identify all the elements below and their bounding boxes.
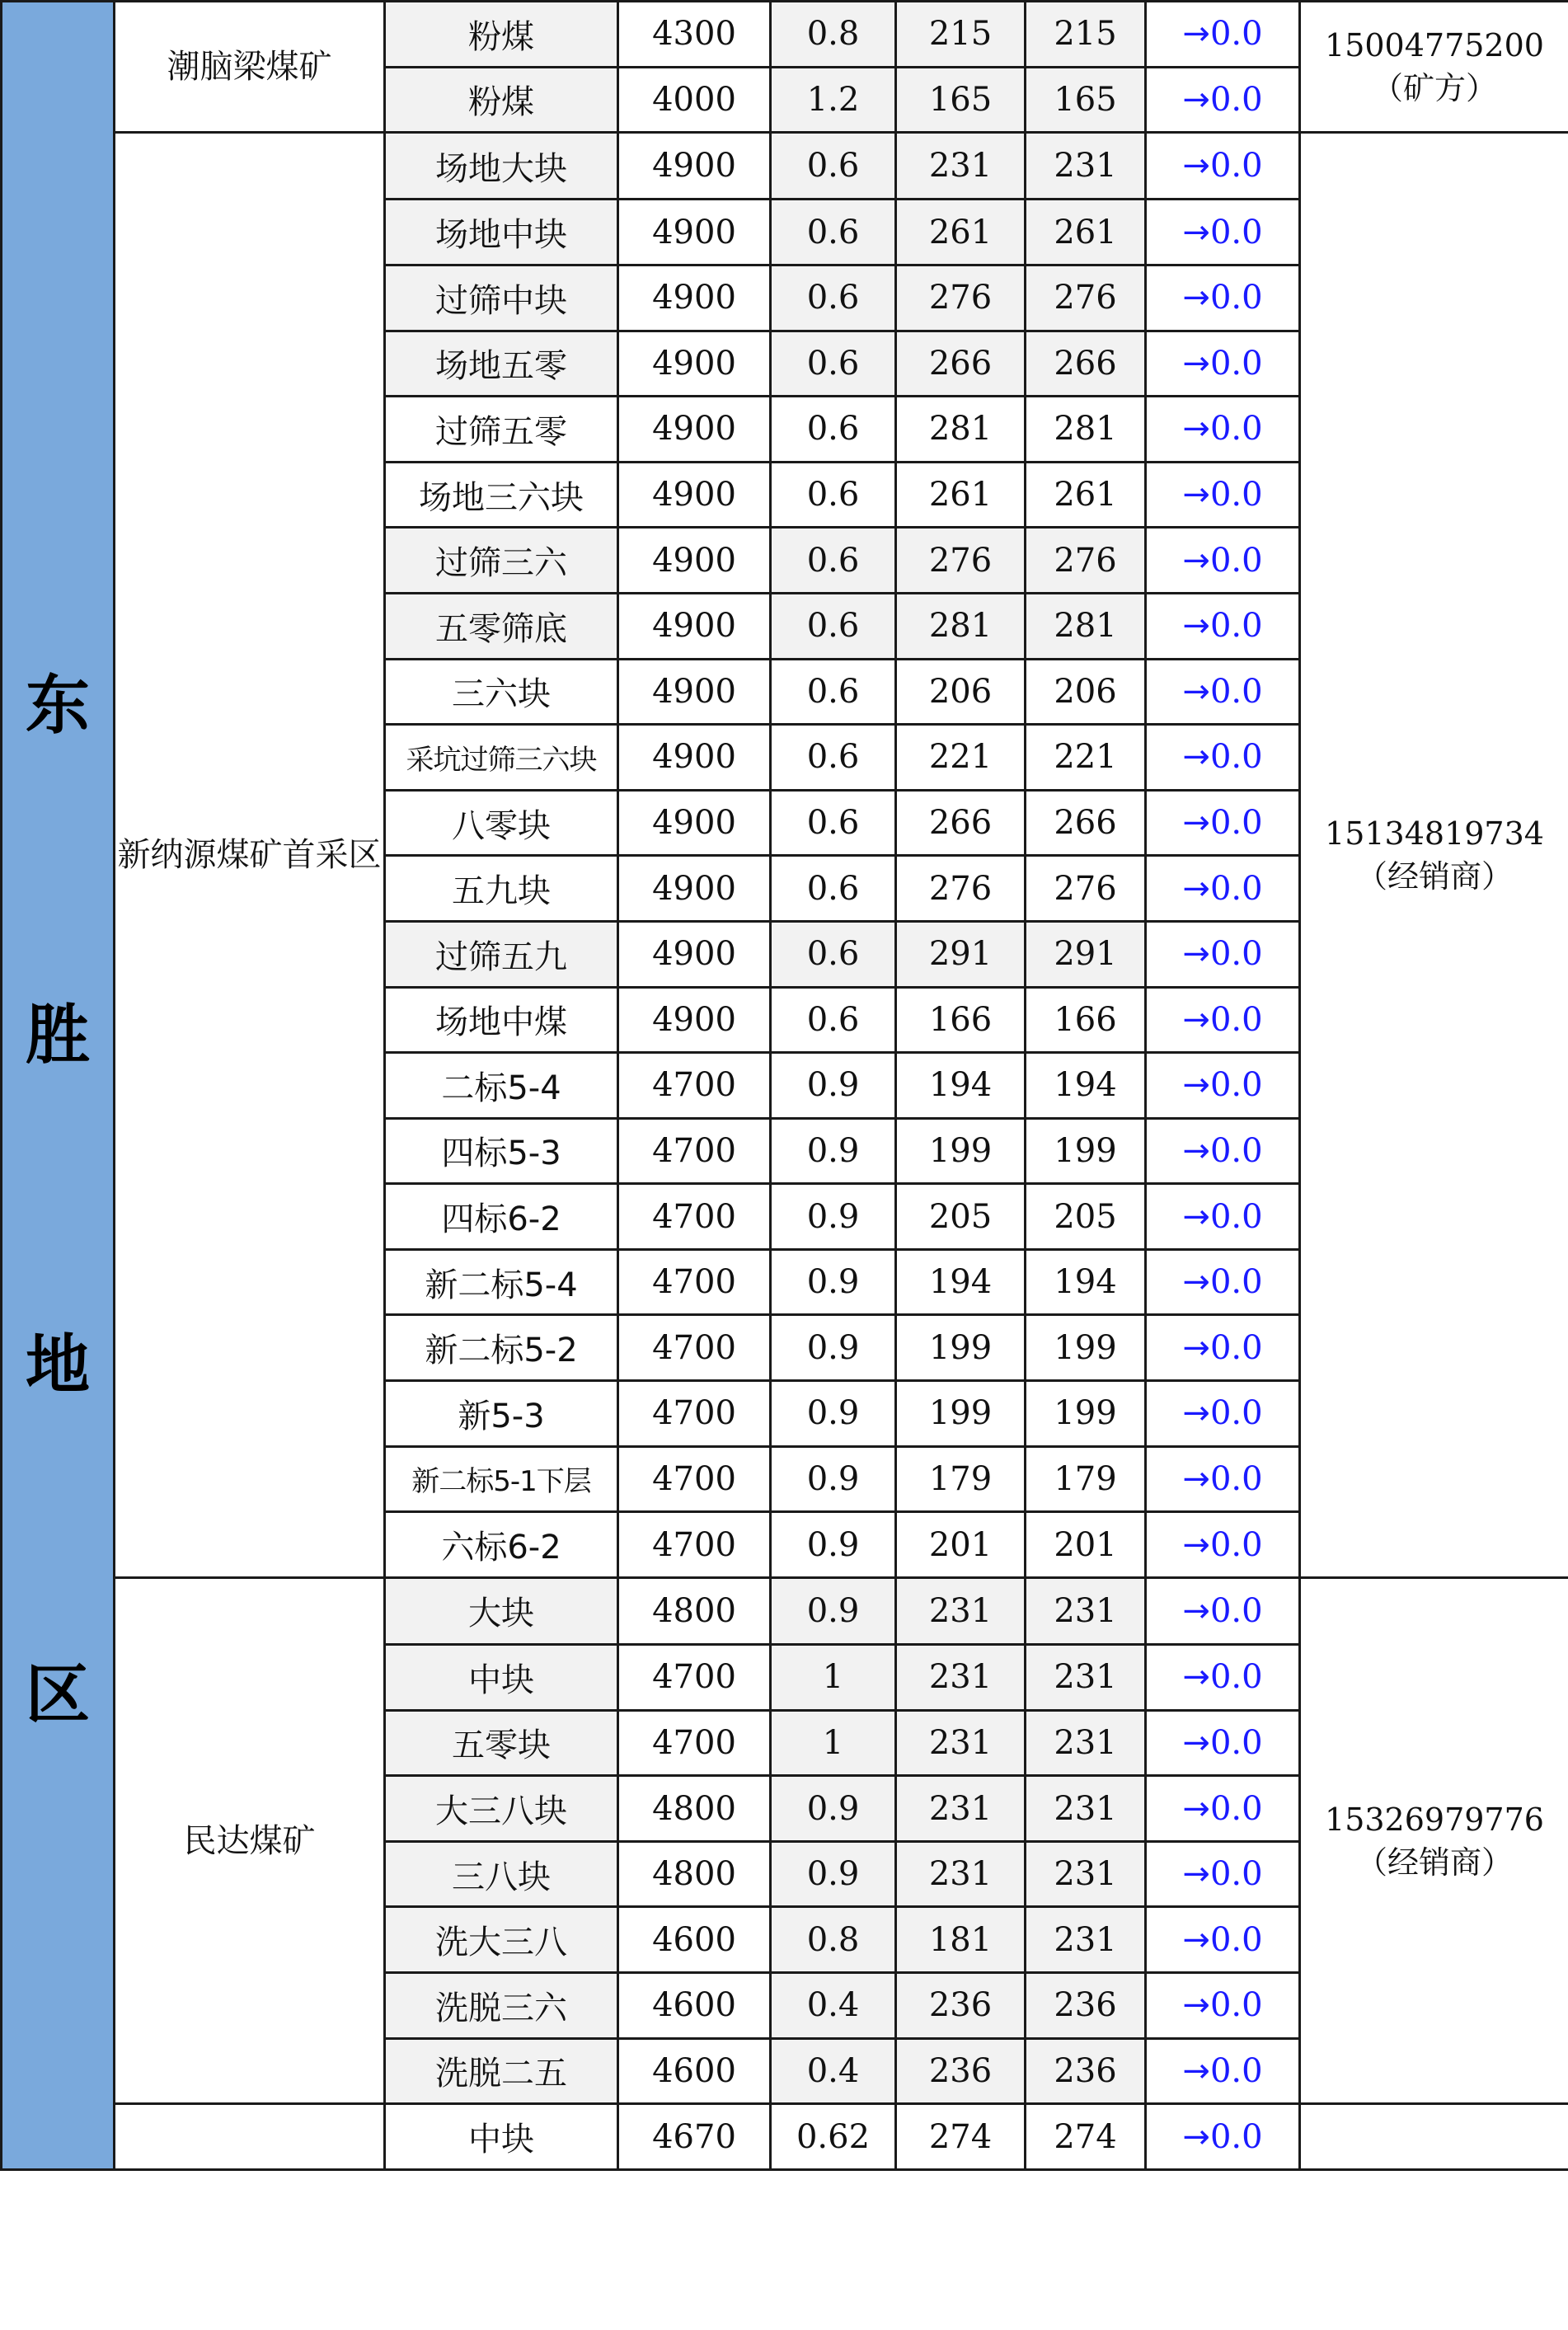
product-name: 过筛三六 [385, 528, 618, 594]
price-current: 266 [1026, 790, 1146, 856]
price-current: 221 [1026, 725, 1146, 791]
price-change-value: 0.0 [1209, 410, 1263, 449]
sulfur-value: 0.9 [771, 1118, 896, 1184]
sulfur-value: 0.9 [771, 1841, 896, 1907]
contact-phone: 15134819734 [1325, 815, 1544, 853]
price-previous: 276 [896, 528, 1026, 594]
right-arrow-icon: → [1182, 1525, 1210, 1564]
price-previous: 236 [896, 1973, 1026, 2039]
calorific-value: 4900 [618, 593, 771, 659]
calorific-value: 4700 [618, 1710, 771, 1776]
price-previous: 215 [896, 2, 1026, 68]
price-change [1146, 1381, 1300, 1447]
price-change [1146, 200, 1300, 265]
sulfur-value: 0.9 [771, 1315, 896, 1381]
product-name: 新5-3 [385, 1381, 618, 1447]
price-current: 231 [1026, 1710, 1146, 1776]
table-row [2, 2104, 1568, 2170]
calorific-value: 4700 [618, 1381, 771, 1447]
right-arrow-icon: → [1182, 1459, 1210, 1498]
price-change [1146, 1907, 1300, 1973]
right-arrow-icon: → [1182, 2051, 1210, 2090]
calorific-value: 4900 [618, 725, 771, 791]
price-change [1146, 67, 1300, 133]
price-change [1146, 1249, 1300, 1315]
sulfur-value: 0.6 [771, 790, 896, 856]
price-change-value: 0.0 [1209, 1131, 1263, 1170]
price-table-body [2, 2, 1568, 2170]
price-change-value: 0.0 [1209, 1263, 1263, 1302]
price-previous: 266 [896, 790, 1026, 856]
sulfur-value: 0.6 [771, 856, 896, 922]
calorific-value: 4800 [618, 1577, 771, 1644]
contact-info [1300, 133, 1568, 1578]
calorific-value: 4700 [618, 1053, 771, 1119]
product-name: 场地大块 [385, 133, 618, 200]
product-name: 新二标5-2 [385, 1315, 618, 1381]
price-change [1146, 1184, 1300, 1250]
price-current: 231 [1026, 133, 1146, 200]
calorific-value: 4700 [618, 1184, 771, 1250]
product-name: 粉煤 [385, 67, 618, 133]
price-change [1146, 1053, 1300, 1119]
right-arrow-icon: → [1182, 541, 1210, 580]
calorific-value: 4800 [618, 1776, 771, 1842]
sulfur-value: 0.6 [771, 725, 896, 791]
product-name: 三八块 [385, 1841, 618, 1907]
price-previous: 231 [896, 133, 1026, 200]
price-current: 274 [1026, 2104, 1146, 2170]
sulfur-value: 0.6 [771, 921, 896, 987]
price-change [1146, 725, 1300, 791]
price-change [1146, 133, 1300, 200]
price-previous: 231 [896, 1710, 1026, 1776]
price-change-value: 0.0 [1209, 869, 1263, 908]
price-current: 194 [1026, 1053, 1146, 1119]
sulfur-value: 0.6 [771, 987, 896, 1053]
contact-phone: 15326979776 [1325, 1801, 1544, 1838]
sulfur-value: 0.9 [771, 1184, 896, 1250]
price-current: 199 [1026, 1315, 1146, 1381]
calorific-value: 4900 [618, 200, 771, 265]
sulfur-value: 0.6 [771, 133, 896, 200]
right-arrow-icon: → [1182, 2117, 1210, 2156]
price-current: 236 [1026, 2038, 1146, 2104]
price-current: 206 [1026, 659, 1146, 725]
price-current: 179 [1026, 1446, 1146, 1512]
right-arrow-icon: → [1182, 147, 1210, 186]
calorific-value: 4700 [618, 1512, 771, 1578]
price-change-value: 0.0 [1209, 1723, 1263, 1762]
product-name: 五零筛底 [385, 593, 618, 659]
right-arrow-icon: → [1182, 1066, 1210, 1105]
price-change-value: 0.0 [1209, 279, 1263, 317]
calorific-value: 4900 [618, 921, 771, 987]
calorific-value: 4900 [618, 133, 771, 200]
price-change-value: 0.0 [1209, 2051, 1263, 2090]
calorific-value: 4000 [618, 67, 771, 133]
price-current: 276 [1026, 856, 1146, 922]
right-arrow-icon: → [1182, 80, 1210, 119]
product-name: 场地中块 [385, 200, 618, 265]
price-change-value: 0.0 [1209, 607, 1263, 646]
price-current: 281 [1026, 397, 1146, 463]
price-previous: 179 [896, 1446, 1026, 1512]
contact-role: （经销商） [1355, 858, 1513, 895]
sulfur-value: 0.6 [771, 593, 896, 659]
sulfur-value: 0.6 [771, 528, 896, 594]
product-name: 中块 [385, 1645, 618, 1711]
calorific-value: 4900 [618, 856, 771, 922]
product-name: 过筛五九 [385, 921, 618, 987]
price-previous: 281 [896, 397, 1026, 463]
price-change [1146, 462, 1300, 528]
price-previous: 205 [896, 1184, 1026, 1250]
price-change-value: 0.0 [1209, 2117, 1263, 2156]
price-current: 231 [1026, 1841, 1146, 1907]
price-previous: 291 [896, 921, 1026, 987]
price-change-value: 0.0 [1209, 476, 1263, 514]
price-previous: 231 [896, 1841, 1026, 1907]
price-previous: 261 [896, 462, 1026, 528]
price-change [1146, 331, 1300, 397]
price-change-value: 0.0 [1209, 1394, 1263, 1433]
calorific-value: 4900 [618, 331, 771, 397]
right-arrow-icon: → [1182, 1789, 1210, 1828]
sulfur-value: 0.4 [771, 2038, 896, 2104]
price-current: 231 [1026, 1645, 1146, 1711]
price-previous: 199 [896, 1118, 1026, 1184]
contact-info [1300, 2, 1568, 133]
region-char: 区 [25, 1658, 90, 1732]
product-name: 过筛五零 [385, 397, 618, 463]
product-name: 大三八块 [385, 1776, 618, 1842]
price-current: 215 [1026, 2, 1146, 68]
product-name: 八零块 [385, 790, 618, 856]
price-previous: 221 [896, 725, 1026, 791]
price-change-value: 0.0 [1209, 1066, 1263, 1105]
sulfur-value: 1 [771, 1645, 896, 1711]
price-current: 266 [1026, 331, 1146, 397]
price-change [1146, 987, 1300, 1053]
price-change-value: 0.0 [1209, 1459, 1263, 1498]
price-previous: 231 [896, 1645, 1026, 1711]
price-current: 281 [1026, 593, 1146, 659]
price-change-value: 0.0 [1209, 1525, 1263, 1564]
mine-name [115, 2104, 385, 2170]
sulfur-value: 0.6 [771, 659, 896, 725]
price-change-value: 0.0 [1209, 1000, 1263, 1039]
price-previous: 276 [896, 856, 1026, 922]
sulfur-value: 1 [771, 1710, 896, 1776]
right-arrow-icon: → [1182, 15, 1210, 54]
right-arrow-icon: → [1182, 213, 1210, 251]
price-current: 199 [1026, 1381, 1146, 1447]
right-arrow-icon: → [1182, 476, 1210, 514]
right-arrow-icon: → [1182, 1986, 1210, 2025]
price-change [1146, 659, 1300, 725]
region-label [2, 2, 115, 2170]
price-previous: 266 [896, 331, 1026, 397]
contact-info [1300, 2104, 1568, 2170]
calorific-value: 4700 [618, 1249, 771, 1315]
price-change [1146, 397, 1300, 463]
product-name: 大块 [385, 1577, 618, 1644]
price-current: 276 [1026, 528, 1146, 594]
right-arrow-icon: → [1182, 738, 1210, 777]
contact-info [1300, 1577, 1568, 2103]
calorific-value: 4600 [618, 1973, 771, 2039]
price-change [1146, 1577, 1300, 1644]
sulfur-value: 0.6 [771, 397, 896, 463]
product-name: 新二标5-4 [385, 1249, 618, 1315]
product-name: 四标5-3 [385, 1118, 618, 1184]
contact-role: （矿方） [1371, 70, 1497, 107]
price-change-value: 0.0 [1209, 147, 1263, 186]
sulfur-value: 0.9 [771, 1381, 896, 1447]
right-arrow-icon: → [1182, 1131, 1210, 1170]
right-arrow-icon: → [1182, 1920, 1210, 1959]
price-change [1146, 790, 1300, 856]
price-previous: 281 [896, 593, 1026, 659]
sulfur-value: 0.6 [771, 200, 896, 265]
price-change [1146, 1446, 1300, 1512]
price-change [1146, 1512, 1300, 1578]
table-row [2, 2, 1568, 68]
table-row [2, 133, 1568, 200]
product-name: 五九块 [385, 856, 618, 922]
price-current: 231 [1026, 1907, 1146, 1973]
price-change-value: 0.0 [1209, 804, 1263, 843]
mine-name: 新纳源煤矿首采区 [115, 133, 385, 1578]
calorific-value: 4900 [618, 987, 771, 1053]
product-name: 场地五零 [385, 331, 618, 397]
sulfur-value: 0.9 [771, 1053, 896, 1119]
price-change [1146, 528, 1300, 594]
price-current: 231 [1026, 1776, 1146, 1842]
mine-name: 潮脑梁煤矿 [115, 2, 385, 133]
price-change-value: 0.0 [1209, 1855, 1263, 1894]
sulfur-value: 0.9 [771, 1446, 896, 1512]
sulfur-value: 0.6 [771, 331, 896, 397]
right-arrow-icon: → [1182, 1263, 1210, 1302]
price-current: 236 [1026, 1973, 1146, 2039]
price-change-value: 0.0 [1209, 1920, 1263, 1959]
price-previous: 261 [896, 200, 1026, 265]
price-current: 194 [1026, 1249, 1146, 1315]
price-change [1146, 1315, 1300, 1381]
right-arrow-icon: → [1182, 344, 1210, 383]
right-arrow-icon: → [1182, 410, 1210, 449]
product-name: 中块 [385, 2104, 618, 2170]
price-change [1146, 1118, 1300, 1184]
right-arrow-icon: → [1182, 1394, 1210, 1433]
calorific-value: 4670 [618, 2104, 771, 2170]
calorific-value: 4900 [618, 462, 771, 528]
sulfur-value: 0.9 [771, 1577, 896, 1644]
price-previous: 201 [896, 1512, 1026, 1578]
sulfur-value: 0.62 [771, 2104, 896, 2170]
calorific-value: 4700 [618, 1118, 771, 1184]
calorific-value: 4900 [618, 790, 771, 856]
calorific-value: 4300 [618, 2, 771, 68]
price-change-value: 0.0 [1209, 1658, 1263, 1697]
price-current: 166 [1026, 987, 1146, 1053]
price-current: 261 [1026, 200, 1146, 265]
calorific-value: 4900 [618, 265, 771, 331]
calorific-value: 4900 [618, 528, 771, 594]
price-change-value: 0.0 [1209, 935, 1263, 974]
calorific-value: 4800 [618, 1841, 771, 1907]
price-current: 231 [1026, 1577, 1146, 1644]
calorific-value: 4900 [618, 397, 771, 463]
price-change [1146, 856, 1300, 922]
price-previous: 194 [896, 1249, 1026, 1315]
price-previous: 199 [896, 1381, 1026, 1447]
product-name: 四标6-2 [385, 1184, 618, 1250]
product-name: 二标5-4 [385, 1053, 618, 1119]
sulfur-value: 0.9 [771, 1776, 896, 1842]
calorific-value: 4900 [618, 659, 771, 725]
price-change [1146, 1776, 1300, 1842]
right-arrow-icon: → [1182, 1000, 1210, 1039]
right-arrow-icon: → [1182, 607, 1210, 646]
price-change-value: 0.0 [1209, 1197, 1263, 1236]
price-change-value: 0.0 [1209, 541, 1263, 580]
sulfur-value: 0.8 [771, 1907, 896, 1973]
sulfur-value: 0.4 [771, 1973, 896, 2039]
price-change [1146, 1841, 1300, 1907]
right-arrow-icon: → [1182, 1197, 1210, 1236]
price-previous: 194 [896, 1053, 1026, 1119]
right-arrow-icon: → [1182, 279, 1210, 317]
price-current: 199 [1026, 1118, 1146, 1184]
price-change [1146, 2038, 1300, 2104]
region-char: 胜 [25, 998, 90, 1073]
price-change-value: 0.0 [1209, 1328, 1263, 1367]
price-change [1146, 2104, 1300, 2170]
product-name: 三六块 [385, 659, 618, 725]
calorific-value: 4600 [618, 2038, 771, 2104]
price-current: 205 [1026, 1184, 1146, 1250]
region-char: 东 [25, 669, 90, 743]
price-change-value: 0.0 [1209, 1986, 1263, 2025]
price-change-value: 0.0 [1209, 80, 1263, 119]
price-change-value: 0.0 [1209, 15, 1263, 54]
right-arrow-icon: → [1182, 1723, 1210, 1762]
price-previous: 181 [896, 1907, 1026, 1973]
price-previous: 236 [896, 2038, 1026, 2104]
product-name: 过筛中块 [385, 265, 618, 331]
price-current: 201 [1026, 1512, 1146, 1578]
price-previous: 276 [896, 265, 1026, 331]
price-previous: 274 [896, 2104, 1026, 2170]
product-name: 洗脱二五 [385, 2038, 618, 2104]
price-previous: 231 [896, 1577, 1026, 1644]
sulfur-value: 0.8 [771, 2, 896, 68]
right-arrow-icon: → [1182, 935, 1210, 974]
product-name: 洗大三八 [385, 1907, 618, 1973]
sulfur-value: 1.2 [771, 67, 896, 133]
product-name: 场地中煤 [385, 987, 618, 1053]
price-change-value: 0.0 [1209, 1789, 1263, 1828]
product-name: 五零块 [385, 1710, 618, 1776]
right-arrow-icon: → [1182, 804, 1210, 843]
price-change-value: 0.0 [1209, 738, 1263, 777]
table-row [2, 1577, 1568, 1644]
price-current: 261 [1026, 462, 1146, 528]
product-name: 采坑过筛三六块 [385, 725, 618, 791]
price-change [1146, 593, 1300, 659]
price-previous: 231 [896, 1776, 1026, 1842]
right-arrow-icon: → [1182, 1591, 1210, 1630]
price-change [1146, 1645, 1300, 1711]
price-change-value: 0.0 [1209, 213, 1263, 251]
price-change [1146, 265, 1300, 331]
price-current: 165 [1026, 67, 1146, 133]
right-arrow-icon: → [1182, 1658, 1210, 1697]
product-name: 新二标5-1下层 [385, 1446, 618, 1512]
calorific-value: 4700 [618, 1315, 771, 1381]
price-change-value: 0.0 [1209, 1591, 1263, 1630]
price-previous: 199 [896, 1315, 1026, 1381]
price-change [1146, 2, 1300, 68]
sulfur-value: 0.6 [771, 462, 896, 528]
price-change-value: 0.0 [1209, 672, 1263, 711]
price-previous: 166 [896, 987, 1026, 1053]
product-name: 六标6-2 [385, 1512, 618, 1578]
price-current: 291 [1026, 921, 1146, 987]
price-change [1146, 1973, 1300, 2039]
sulfur-value: 0.6 [771, 265, 896, 331]
mine-name: 民达煤矿 [115, 1577, 385, 2103]
product-name: 洗脱三六 [385, 1973, 618, 2039]
calorific-value: 4600 [618, 1907, 771, 1973]
right-arrow-icon: → [1182, 1328, 1210, 1367]
region-char: 地 [25, 1328, 90, 1402]
price-change-value: 0.0 [1209, 344, 1263, 383]
contact-role: （经销商） [1355, 1844, 1513, 1881]
product-name: 粉煤 [385, 2, 618, 68]
sulfur-value: 0.9 [771, 1512, 896, 1578]
contact-phone: 15004775200 [1325, 27, 1544, 64]
calorific-value: 4700 [618, 1645, 771, 1711]
price-current: 276 [1026, 265, 1146, 331]
product-name: 场地三六块 [385, 462, 618, 528]
right-arrow-icon: → [1182, 869, 1210, 908]
right-arrow-icon: → [1182, 1855, 1210, 1894]
sulfur-value: 0.9 [771, 1249, 896, 1315]
calorific-value: 4700 [618, 1446, 771, 1512]
price-change [1146, 921, 1300, 987]
right-arrow-icon: → [1182, 672, 1210, 711]
price-previous: 165 [896, 67, 1026, 133]
price-previous: 206 [896, 659, 1026, 725]
price-change [1146, 1710, 1300, 1776]
